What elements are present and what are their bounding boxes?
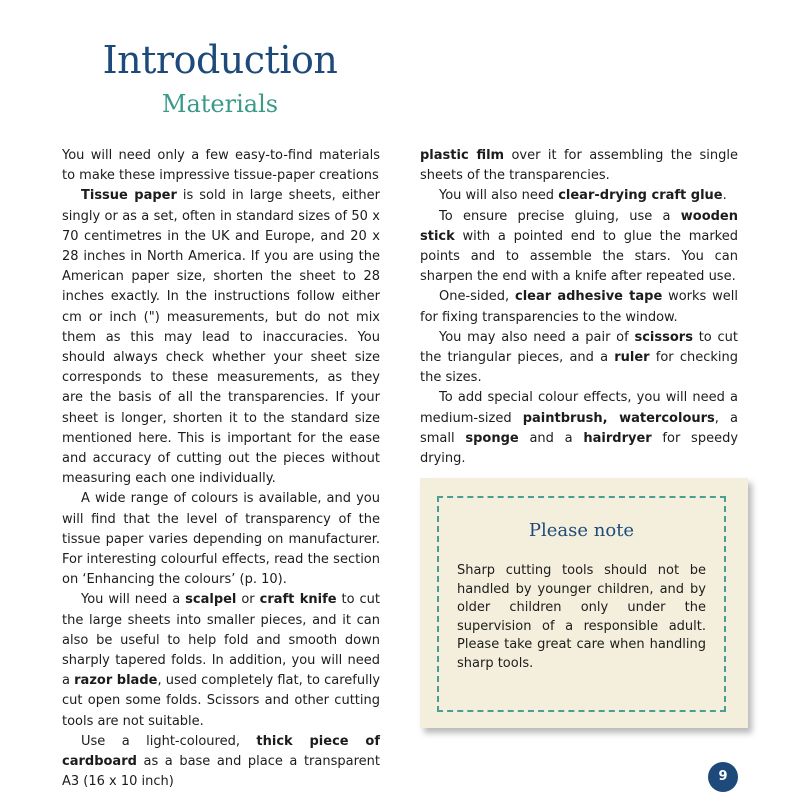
- dashed-border: [437, 496, 726, 712]
- section-subtitle: Materials: [161, 90, 279, 118]
- tape-paragraph: One-sided, clear adhesive tape works well for fixing transparencies to the window.: [420, 289, 738, 325]
- bold-term: ruler: [614, 350, 650, 366]
- colour-effects-paragraph: To add special colour effects, you will need a medium-sized paintbrush, watercolours, a small sponge and a hairdryer for speedy drying.: [420, 390, 739, 467]
- bold-term: scissors: [634, 329, 693, 345]
- bold-term: scalpel: [185, 592, 237, 608]
- tissue-paper-paragraph: Tissue paper is sold in large sheets, either singly or as a set, often in standard sizes of 50 x 70 centimetres in the UK and Europe, and 20 x 28 inches in North America. If you are using the American paper size, shorten the sheet to 28 inches exactly. In the instructions follow either cm or inch (") measurements, but do not mix them as this may lead to inaccuracies. You should always check whether your sheet size corresponds to these measurements, as they are the basis of all the transparencies. If your sheet is longer, shorten it to the standard size mentioned here. This is important for the ease and accuracy of cutting out the pieces without measuring each one individually.: [62, 188, 380, 487]
- glue-paragraph: You will also need clear-drying craft glue.: [439, 188, 727, 204]
- bold-term: razor blade: [74, 673, 158, 689]
- bold-term: thick piece of cardboard: [62, 733, 380, 770]
- page-number-badge: 9: [708, 762, 738, 792]
- bold-term: sponge: [465, 430, 519, 446]
- page-title: Introduction: [102, 38, 338, 82]
- bold-term: clear-drying craft glue: [558, 188, 723, 204]
- colours-paragraph: A wide range of colours is available, and you will find that the level of transparency of the tissue paper varies depending on manufacturer. For interesting colourful effects, read the section on ‘Enhancing the colours’ (p. 10).: [62, 491, 380, 588]
- right-column: [420, 146, 738, 469]
- bold-term: wooden stick: [420, 208, 738, 244]
- bold-term: Tissue paper: [81, 188, 177, 204]
- intro-paragraph: You will need only a few easy-to-find materials to make these impressive tissue-paper creations: [62, 148, 380, 184]
- cutting-tools-paragraph: You will need a scalpel or craft knife to cut the large sheets into smaller pieces, and it can also be useful to help fold and smooth down sharply tapered folds. In addition, you will need a razor blade, used completely flat, to carefully cut open some folds. Scissors and other cutting tools are not suitable.: [62, 592, 381, 729]
- cardboard-paragraph: Use a light-coloured, thick piece of cardboard as a base and place a transparent A3 (16 x 10 inch): [62, 733, 380, 790]
- bold-term: hairdryer: [583, 430, 652, 446]
- note-text: Sharp cutting tools should not be handled by younger children, and by older children only under the supervision of a responsible adult. Please take great care when handling sharp tools.: [457, 563, 706, 671]
- scissors-paragraph: You may also need a pair of scissors to cut the triangular pieces, and a ruler for checking the sizes.: [420, 329, 738, 386]
- bold-term: plastic film: [420, 148, 505, 163]
- bold-term: clear adhesive tape: [514, 289, 663, 305]
- please-note-box: [420, 478, 748, 728]
- bold-term: craft knife: [259, 592, 337, 608]
- note-title: Please note: [528, 520, 635, 541]
- bold-term: paintbrush, watercolours: [522, 410, 715, 426]
- plastic-film-paragraph: plastic film over it for assembling the single sheets of the transparencies.: [420, 148, 738, 184]
- left-column: [62, 146, 380, 793]
- wooden-stick-paragraph: To ensure precise gluing, use a wooden stick with a pointed end to glue the marked points and to assemble the stars. You can sharpen the end with a knife after repeated use.: [420, 208, 738, 285]
